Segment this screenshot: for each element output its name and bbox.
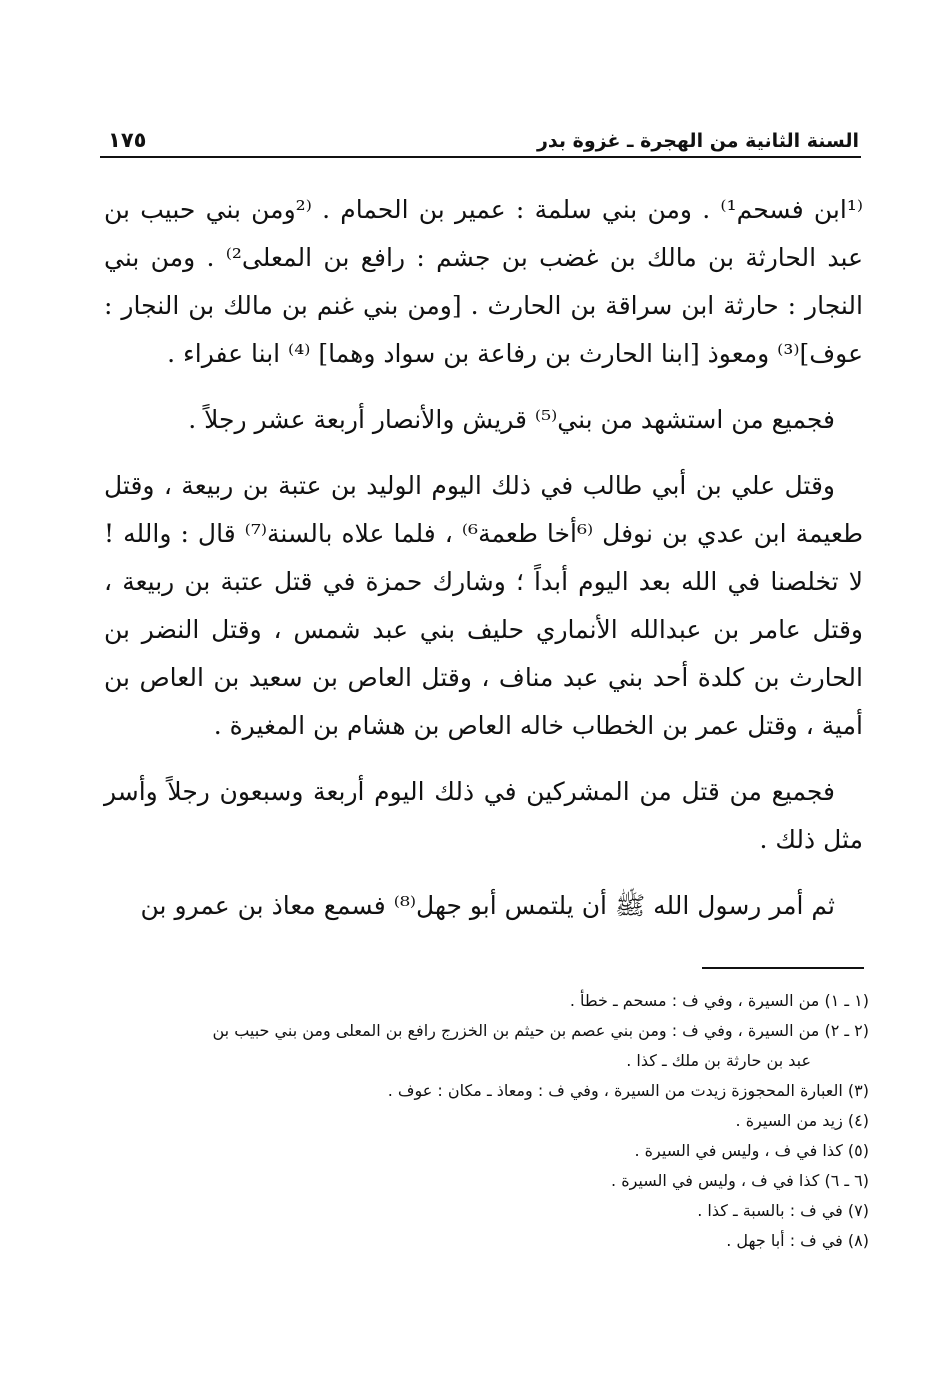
paragraph-3: وقتل علي بن أبي طالب في ذلك اليوم الوليد بن عتبة بن ربيعة ، وقتل طعيمة ابن عدي بن نوفل ⁽⁶أخا طعمة⁶⁾ ، فلما علاه بالسنة⁽⁷⁾ قال : والله ! لا تخلصنا في الله بعد اليوم أبداً ؛ وشارك حمزة في قتل عتبة بن ربيعة ، وقتل عامر بن عبدالله الأنماري حليف بني عبد شمس ، وقتل النضر بن الحارث بن كلدة أحد بني عبد مناف ، وقتل العاص بن سعيد بن العاص بن أمية ، وقتل عمر بن الخطاب خاله العاص بن هشام بن المغيرة .	[104, 471, 863, 740]
footnote-rule	[702, 967, 864, 969]
main-text	[104, 186, 863, 948]
page-number: ١٧٥	[108, 128, 147, 152]
footnote-4: (٤) زيد من السيرة .	[735, 1111, 869, 1130]
footnote-1: (١ ـ ١) من السيرة ، وفي ف : مسحم ـ خطأ .	[569, 991, 869, 1010]
header-rule	[100, 156, 861, 158]
paragraph-2: فجميع من استشهد من بني⁽⁵⁾ قريش والأنصار أربعة عشر رجلاً .	[188, 405, 835, 434]
running-header-title: السنة الثانية من الهجرة ـ غزوة بدر	[536, 130, 859, 152]
footnotes	[104, 986, 869, 1256]
paragraph-4: فجميع من قتل من المشركين في ذلك اليوم أربعة وسبعون رجلاً وأسر مثل ذلك .	[104, 777, 863, 854]
footnote-5: (٥) كذا في ف ، وليس في السيرة .	[634, 1141, 869, 1160]
paragraph-5: ثم أمر رسول الله ﷺ أن يلتمس أبو جهل⁽⁸⁾ فسمع معاذ بن عمرو بن	[140, 891, 835, 920]
footnote-3: (٣) العبارة المحجوزة زيدت من السيرة ، وفي ف : ومعاذ ـ مكان : عوف .	[387, 1081, 869, 1100]
footnote-2: (٢ ـ ٢) من السيرة ، وفي ف : ومن بني عصم بن حيثم بن الخزرج رافع بن المعلى ومن بني حبيب بن	[212, 1021, 869, 1040]
footnote-8: (٨) في ف : أبا جهل .	[726, 1231, 869, 1250]
paragraph-1: ⁽¹ابن فسحم¹⁾ . ومن بني سلمة : عمير بن الحمام . ⁽²ومن بني حبيب بن عبد الحارثة بن مالك بن غضب بن جشم : رافع بن المعلى²⁾ . ومن بني النجار : حارثة ابن سراقة بن الحارث . [ومن بني غنم بن مالك بن النجار : عوف]⁽³⁾ ومعوذ [ابنا الحارث بن رفاعة بن سواد وهما] ⁽⁴⁾ ابنا عفراء .	[104, 195, 864, 368]
footnote-7: (٧) في ف : بالسبة ـ كذا .	[697, 1201, 869, 1220]
footnote-2-continuation: عبد بن حارثة بن ملك ـ كذا .	[626, 1051, 811, 1070]
running-header	[108, 112, 859, 152]
footnote-6: (٦ ـ ٦) كذا في ف ، وليس في السيرة .	[611, 1171, 869, 1190]
